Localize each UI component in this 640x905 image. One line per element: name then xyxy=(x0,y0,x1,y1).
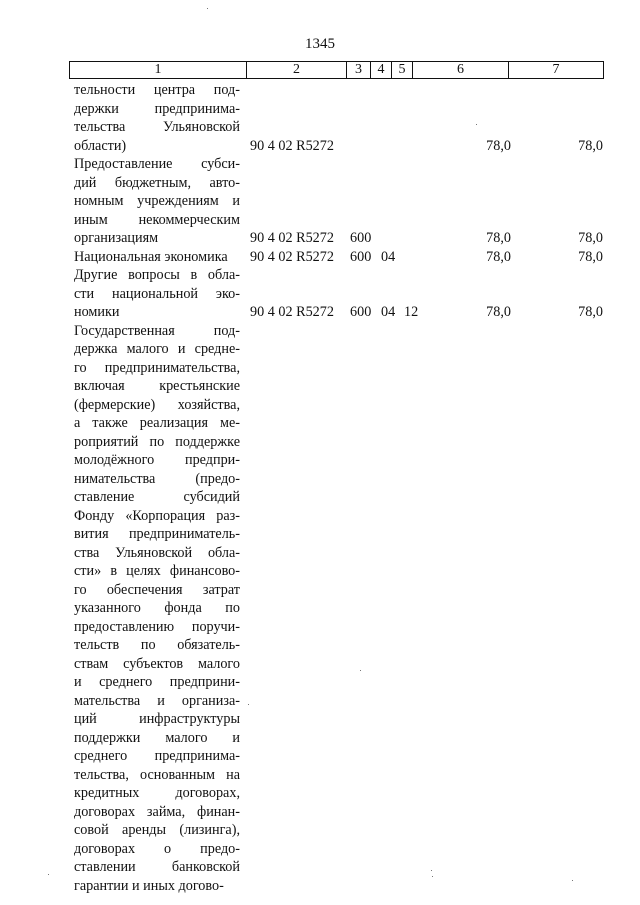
description-line: области) xyxy=(74,137,127,154)
description-line: ций инфраструктуры xyxy=(74,711,240,727)
header-col-1: 1 xyxy=(70,62,247,78)
header-col-4: 4 xyxy=(371,62,392,78)
scan-speck xyxy=(207,8,208,9)
description-line: сти» в целях финансово- xyxy=(74,563,240,579)
cell-sum2: 78,0 xyxy=(578,304,603,320)
description-line: ствам субъектов малого xyxy=(74,655,240,672)
description-line: роприятий по поддержке xyxy=(74,433,240,450)
description-line: тельства, основанным на xyxy=(74,766,240,783)
description-line: ставлении банковской xyxy=(74,859,240,875)
scan-speck xyxy=(431,870,432,871)
page-number: 1345 xyxy=(305,36,335,52)
cell-vr: 600 xyxy=(350,248,372,265)
cell-code: 90 4 02 R5272 xyxy=(250,304,334,320)
description-line: включая крестьянские xyxy=(74,378,240,394)
header-col-7: 7 xyxy=(552,62,560,77)
scan-speck xyxy=(476,124,477,125)
description-line: вития предприниматель- xyxy=(74,526,240,542)
cell-sum1: 78,0 xyxy=(486,304,511,320)
description-line: организациям xyxy=(74,230,159,246)
cell-sum1: 78,0 xyxy=(486,230,511,246)
description-line: го предпринимательства, xyxy=(74,359,240,376)
description-line: кредитных договорах, xyxy=(74,785,240,801)
cell-vr: 600 xyxy=(350,230,372,246)
scan-speck xyxy=(48,874,49,875)
cell-sum1: 78,0 xyxy=(486,248,511,265)
scan-speck xyxy=(360,670,361,671)
description-line: и среднего предприни- xyxy=(74,674,240,690)
cell-code: 90 4 02 R5272 xyxy=(250,248,334,265)
description-line: сти национальной эко- xyxy=(74,285,240,302)
description-line: держка малого и средне- xyxy=(74,341,240,357)
description-line: поддержки малого и xyxy=(74,729,240,746)
description-line: держки предпринима- xyxy=(74,100,240,117)
cell-pr: 12 xyxy=(404,304,419,320)
cell-sum2: 78,0 xyxy=(578,137,603,154)
header-col-3: 3 xyxy=(347,62,371,78)
cell-rz: 04 xyxy=(381,304,396,320)
description-line: гарантии и иных догово- xyxy=(74,877,224,894)
cell-vr: 600 xyxy=(350,304,372,320)
description-line: указанного фонда по xyxy=(74,600,240,616)
description-line: мательства и организа- xyxy=(74,692,240,709)
description-line: номики xyxy=(74,304,120,320)
description-line: го обеспечения затрат xyxy=(74,581,240,598)
description-line: договорах займа, финан- xyxy=(74,803,240,820)
scan-speck xyxy=(248,704,249,705)
description-line: дий бюджетным, авто- xyxy=(74,174,240,191)
description-line: Предоставление субси- xyxy=(74,156,240,172)
description-line: Национальная экономика xyxy=(74,248,228,265)
description-line: тельства Ульяновской xyxy=(74,119,240,135)
description-line: молодёжного предпри- xyxy=(74,452,240,468)
table-header xyxy=(69,61,604,79)
cell-sum2: 78,0 xyxy=(578,248,603,265)
scan-speck xyxy=(572,880,573,881)
description-line: предоставлению поручи- xyxy=(74,618,240,635)
description-line: ства Ульяновской обла- xyxy=(74,544,240,561)
description-line: среднего предпринима- xyxy=(74,748,240,764)
cell-rz: 04 xyxy=(381,248,396,265)
header-col-5: 5 xyxy=(392,62,413,78)
cell-sum1: 78,0 xyxy=(486,137,511,154)
description-line: Другие вопросы в обла- xyxy=(74,267,240,283)
cell-code: 90 4 02 R5272 xyxy=(250,230,334,246)
header-col-6: 6 xyxy=(413,62,509,78)
description-line: (фермерские) хозяйства, xyxy=(74,396,240,413)
description-line: иным некоммерческим xyxy=(74,211,240,228)
description-line: номным учреждениям и xyxy=(74,193,240,209)
cell-sum2: 78,0 xyxy=(578,230,603,246)
description-line: тельств по обязатель- xyxy=(74,637,240,653)
description-line: Государственная под- xyxy=(74,322,240,339)
scan-speck xyxy=(432,876,433,877)
description-line: Фонду «Корпорация раз- xyxy=(74,507,240,524)
description-line: договорах о предо- xyxy=(74,840,240,857)
description-line: а также реализация ме- xyxy=(74,415,240,431)
description-line: совой аренды (лизинга), xyxy=(74,822,240,838)
description-line: ставление субсидий xyxy=(74,489,240,505)
description-line: нимательства (предо- xyxy=(74,470,240,487)
header-col-2: 2 xyxy=(247,62,347,78)
cell-code: 90 4 02 R5272 xyxy=(250,137,334,154)
description-line: тельности центра под- xyxy=(74,82,240,98)
